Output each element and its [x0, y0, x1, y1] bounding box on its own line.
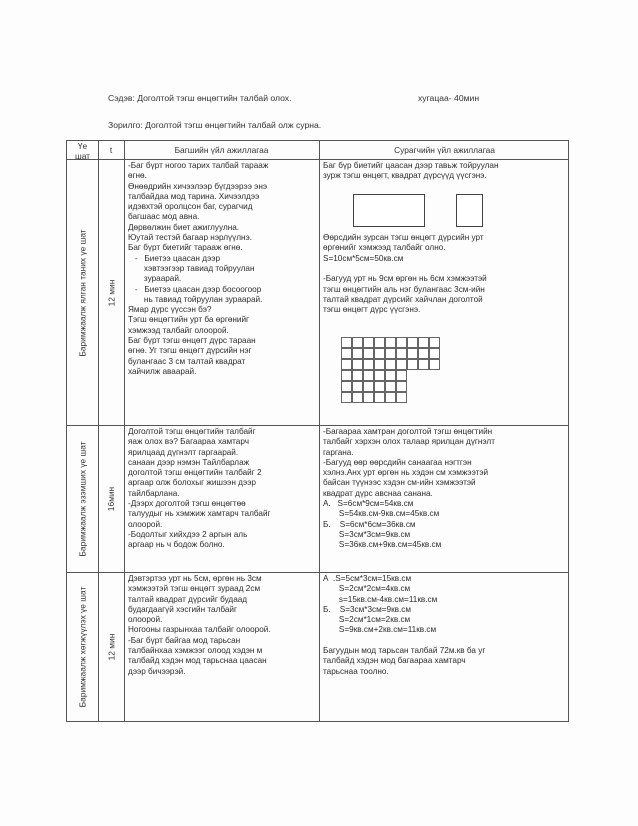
grid-cell: [363, 359, 374, 370]
notched-rectangle-grid: [341, 337, 473, 403]
grid-cell: [374, 392, 385, 403]
row-divider: [67, 572, 568, 573]
time-label: 12 мин: [106, 279, 116, 306]
grid-cell: [352, 359, 363, 370]
grid-cell: [396, 337, 407, 348]
grid-cell: [407, 337, 418, 348]
stage-cell: [67, 426, 98, 572]
grid-cell: [374, 381, 385, 392]
grid-cell: [374, 348, 385, 359]
grid-cell: [363, 392, 374, 403]
grid-cell: [385, 337, 396, 348]
grid-cell: [341, 370, 352, 381]
grid-cell: [418, 337, 429, 348]
grid-cell: [418, 348, 429, 359]
grid-cell: [352, 392, 363, 403]
grid-cell: [352, 370, 363, 381]
stage-label: Баримжаалж эзэмших үе шат: [77, 441, 88, 557]
stage-cell: [67, 573, 98, 721]
grid-cell: [418, 359, 429, 370]
student-activity: -Багаараа хамтран доголтой тэгш өнцөгтийн талбайг хэрхэн олох талаар ярилцан дүгнэлт гаргана. -Багууд өөр өөрсдийн санаагаа нэгтгэн хэлнэ.Анх урт өргөн нь хэдэн см хэмжээтэй байсан түүнээс хэдэн см-ийн хэмжээтэй квадрат дүрс авснаа санана. А. S=6см*9см=54кв.см S=54кв.см-9кв.см=45кв.см Б. S=6см*6см=36кв.см S=3см*3см=9кв.см S=36кв.см+9кв.см=45кв.см: [323, 427, 495, 550]
grid-cell: [341, 337, 352, 348]
grid-cell: [385, 348, 396, 359]
grid-cell: [407, 359, 418, 370]
column-header-teacher: Багшийн үйл ажиллагаа: [174, 145, 269, 155]
teacher-activity: Дэвтэртээ урт нь 5см, өргөн нь 3см хэмжээтэй тэгш өнцөгт зураад 2см талтай квадрат дүрсийг будаад будагдаагүй хэсгийн талбайг олоорой. Ногооны газрынхаа талбайг олоорой. -Баг бүрт байгаа мод тарьсан талбайнхаа хэмжээг олоод хэдэн м талбайд хэдэн мод тарьснаа цаасан дээр бичээрэй.: [128, 574, 271, 676]
grid-cell: [385, 381, 396, 392]
column-header-time: t: [109, 145, 113, 155]
grid-cell: [396, 392, 407, 403]
grid-cell: [374, 359, 385, 370]
stage-cell: [67, 160, 98, 425]
column-divider: [124, 141, 125, 721]
student-activity: А .S=5см*3см=15кв.см S=2см*2см=4кв.см s=15кв.см-4кв.см=11кв.см Б. S=3см*3см=9кв.см S=2см*1см=2кв.см S=9кв.см+2кв.см=11кв.см Багуудын мод тарьсан талбай 72м.кв ба уг талбайд хэдэн мод багаараа хамтарч тарьснаа тоолно.: [323, 574, 486, 676]
grid-cell: [363, 337, 374, 348]
time-label: 16мин: [105, 486, 116, 512]
time-label: 12 мин: [106, 633, 116, 661]
row-divider: [67, 159, 568, 160]
grid-cell: [352, 337, 363, 348]
time-cell: [98, 426, 124, 572]
grid-cell: [385, 359, 396, 370]
grid-cell: [385, 392, 396, 403]
teacher-activity: Доголтой тэгш өнцөгтийн талбайг яаж олох вэ? Багаараа хамтарч ярилцаад дүгнэлт гаргаарай. санаан дээр нэмэн Тайлбарлаж доголтой тэгш өнцөгтийн талбайг 2 аргаар олж болохыг жишээн дээр тайлбарлана. -Дээрх доголтой тэгш өнцөгтөө талуудыг нь хэмжиж хамтарч талбайг олоорой. -Бодолтыг хийхдээ 2 аргын аль аргаар нь ч бодож болно.: [128, 427, 271, 550]
square-drawing: [456, 194, 483, 227]
grid-cell: [363, 370, 374, 381]
grid-cell: [374, 337, 385, 348]
grid-cell: [363, 348, 374, 359]
stage-label: Баримжаалж хөгжүүлэх үе шат: [77, 586, 88, 708]
grid-cell: [374, 370, 385, 381]
grid-cell: [385, 370, 396, 381]
grid-cell: [396, 359, 407, 370]
grid-cell: [429, 348, 440, 359]
row-divider: [67, 425, 568, 426]
column-header-student: Сурагчийн үйл ажиллагаа: [394, 145, 495, 155]
grid-cell: [352, 348, 363, 359]
lesson-objective: Зорилго: Доголтой тэгш өнцөгтийн талбай олж сурна.: [108, 120, 322, 130]
time-cell: [98, 160, 124, 425]
student-activity: Баг бүр биетийг цаасан дээр тавьж тойруулан зурж тэгш өнцөгт, квадрат дүрсүүд үүсгэнэ. Өөрсдийн зурсан тэгш өнцөгт дүрсийн урт өргөнийг хэмжээд талбайг олно. S=10см*5см=50кв.см -Багууд урт нь 9см өргөн нь 6см хэмжээтэй тэгш өнцөгтийн аль нэг булангаас 3см-ийн талтай квадрат дүрсийг хайчлан доголтой тэгш өнцөгт дүрс үүсгэнэ.: [323, 161, 499, 315]
grid-cell: [396, 370, 407, 381]
grid-cell: [429, 359, 440, 370]
grid-cell: [352, 381, 363, 392]
grid-cell: [363, 381, 374, 392]
grid-cell: [429, 337, 440, 348]
grid-cell: [341, 348, 352, 359]
lesson-plan-table: [66, 140, 569, 722]
lesson-duration: хугацаа- 40мин: [418, 93, 480, 103]
grid-cell: [407, 348, 418, 359]
column-header-stage: Үе шат: [74, 141, 91, 161]
rectangle-drawing: [353, 194, 425, 227]
time-cell: [98, 573, 124, 721]
teacher-activity: -Баг бүрт ногоо тарих талбай тарааж өгнө. Өнөөдрийн хичээлээр бүгдээрээ энэ талбайдаа мод тарина. Хичээлдээ идэвхтэй оролцсон баг, сурагчид багшаас мод авна. Дөрвөлжин биет ажиглуулна. Юутай тестэй багаар нэрлүүлнэ. Баг бүрт биетийг тарааж өгнө. - Биетээ цаасан дээр хэвтээгээр тавиад тойруулан зураарай. - Биетээ цаасан дээр босоогоор нь тавиад тойруулан зураарай. Ямар дүрс үүссэн бэ? Тэгш өнцөгтийн урт ба өргөнийг хэмжээд талбайг олоорой. Баг бүрт тэгш өнцөгт дүрс тараан өгнө. Уг тэгш өнцөгт дүрсийн нэг булангаас 3 см талтай квадрат хайчилж аваарай.: [128, 161, 269, 376]
stage-label: Баримжаалж ялган таних үе шат: [77, 228, 88, 357]
grid-cell: [341, 381, 352, 392]
column-divider: [319, 141, 320, 721]
lesson-subject: Сэдэв: Доголтой тэгш өнцөгтийн талбай олох.: [108, 93, 292, 103]
grid-cell: [396, 348, 407, 359]
grid-cell: [341, 392, 352, 403]
grid-cell: [341, 359, 352, 370]
grid-cell: [396, 381, 407, 392]
